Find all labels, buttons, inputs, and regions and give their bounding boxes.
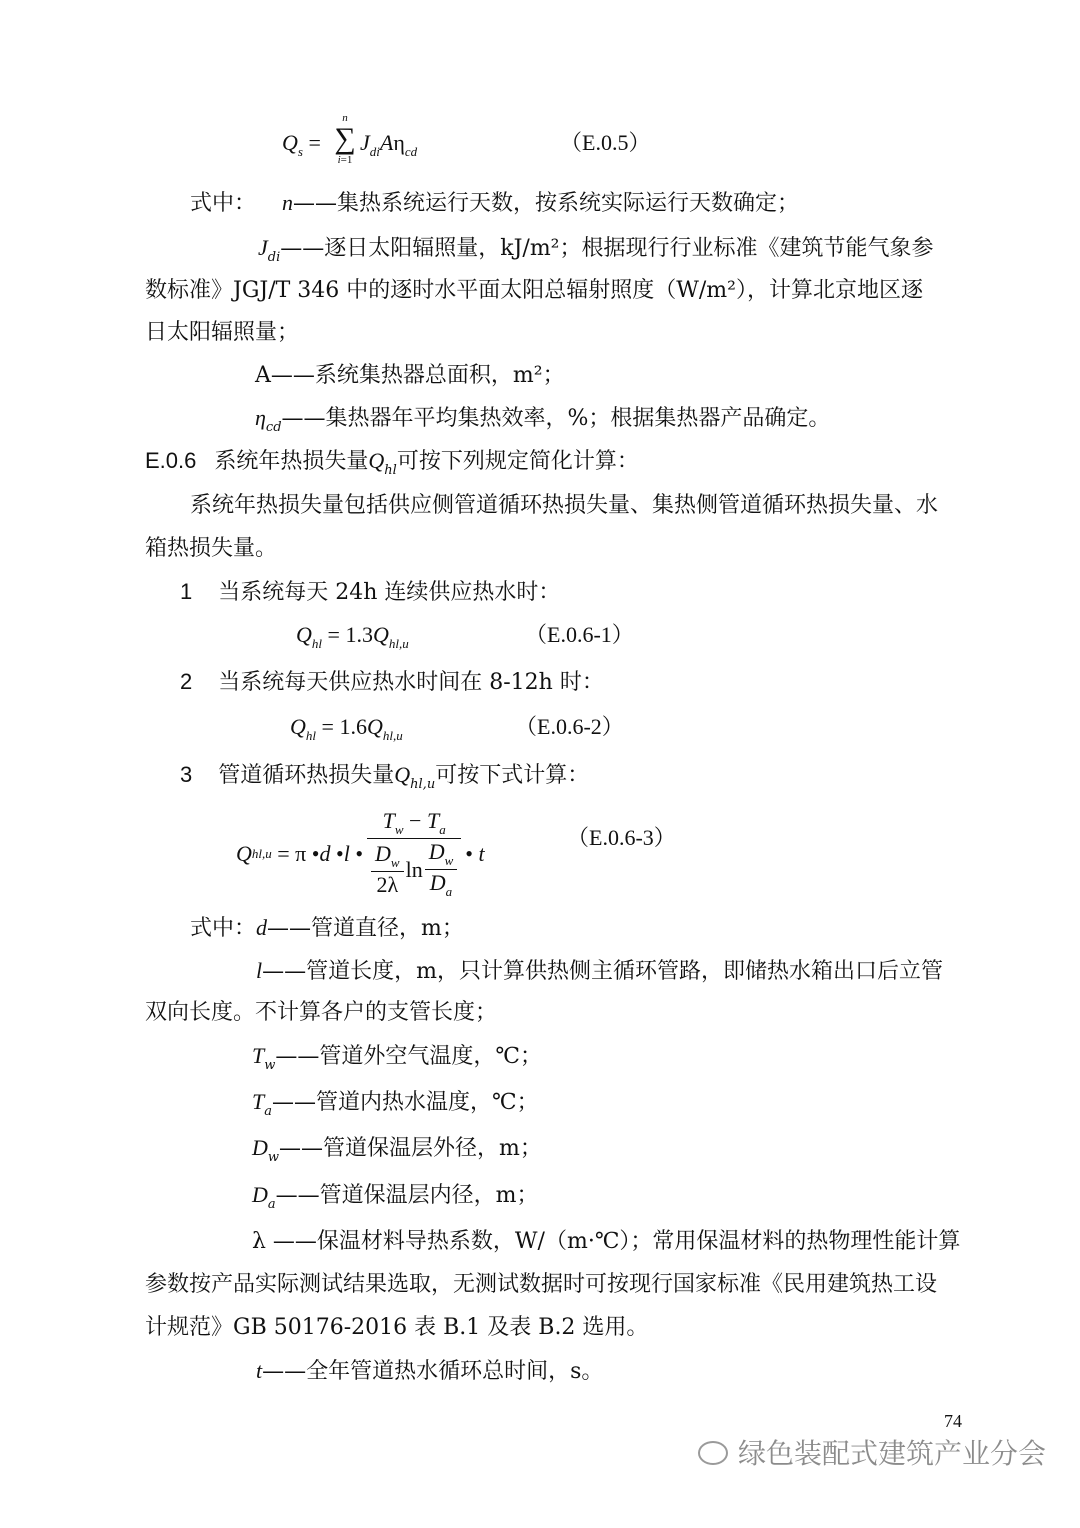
where-d: 式中：d——管道直径，m； xyxy=(190,915,464,941)
equation-e06-3: Q hl,u = π • d • l • $T_w - T_a$ $\frac{D_w}{2\lambda}$ ln $\frac{D_w}{D_a}$ • t xyxy=(236,808,485,899)
item-3: 3 管道循环热损失量$Q_{hl,u}$可按下式计算： xyxy=(180,762,590,792)
jdi-desc-3: 日太阳辐照量； xyxy=(145,320,300,345)
where-jdi: $J_{di}——$逐日太阳辐照量，kJ/m²；根据现行行业标准《建筑节能气象参 xyxy=(258,235,934,265)
watermark: 绿色装配式建筑产业分会 xyxy=(698,1432,1046,1472)
summation: n ∑ i=1 xyxy=(334,112,356,166)
equation-e06-3-tag: （E.0.6-3） xyxy=(567,825,676,850)
item-2: 2 当系统每天供应热水时间在 8-12h 时： xyxy=(180,669,604,695)
equation-e05-body: $J_{di}A\eta_{cd}$ xyxy=(360,130,418,159)
equation-e06-1: $Q_{hl} = 1.3Q_{hl,u}$ xyxy=(296,622,409,651)
where-dw: $D_w——$管道保温层外径，m； xyxy=(252,1135,542,1165)
equation-e05: $Q_s$ = xyxy=(282,130,321,159)
where-lambda: λ ——保温材料导热系数，W/（m·℃）；常用保温材料的热物理性能计算 xyxy=(252,1229,961,1254)
where-da: $D_a——$管道保温层内径，m； xyxy=(252,1182,539,1212)
equation-e06-1-tag: （E.0.6-1） xyxy=(525,622,634,647)
section-e06-para-2: 箱热损失量。 xyxy=(145,536,278,561)
where-t: t——全年管道热水循环总时间，s。 xyxy=(256,1358,604,1384)
lambda-desc-2: 参数按产品实际测试结果选取，无测试数据时可按现行国家标准《民用建筑热工设 xyxy=(145,1272,938,1297)
section-e06-para-1: 系统年热损失量包括供应侧管道循环热损失量、集热侧管道循环热损失量、水 xyxy=(190,493,939,518)
wechat-icon xyxy=(698,1441,728,1465)
where-ta: $T_a——$管道内热水温度，℃； xyxy=(252,1089,539,1119)
jdi-desc-2: 数标准》JGJ/T 346 中的逐时水平面太阳总辐射照度（W/m²），计算北京地区逐 xyxy=(145,278,923,303)
where-eta: $\eta_{cd}——$集热器年平均集热效率，%；根据集热器产品确定。 xyxy=(255,405,831,435)
equation-e05-tag: （E.0.5） xyxy=(560,130,651,155)
lambda-desc-3: 计规范》GB 50176-2016 表 B.1 及表 B.2 选用。 xyxy=(145,1315,649,1340)
where-n: 式中： n——集热系统运行天数，按系统实际运行天数确定； xyxy=(190,190,800,216)
equation-e06-2: $Q_{hl} = 1.6Q_{hl,u}$ xyxy=(290,714,403,743)
where-l: l——管道长度，m，只计算供热侧主循环管路，即储热水箱出口后立管 xyxy=(256,958,943,984)
item-1: 1 当系统每天 24h 连续供应热水时： xyxy=(180,579,561,605)
section-e06-title: E.0.6 系统年热损失量$Q_{hl}$可按下列规定简化计算： xyxy=(145,448,639,478)
where-a: A——系统集热器总面积，m²； xyxy=(255,363,565,388)
where-tw: $T_w——$管道外空气温度，℃； xyxy=(252,1043,543,1073)
l-desc-2: 双向长度。不计算各户的支管长度； xyxy=(145,1000,498,1025)
equation-e06-2-tag: （E.0.6-2） xyxy=(515,714,624,739)
page-number: 74 xyxy=(944,1411,962,1431)
